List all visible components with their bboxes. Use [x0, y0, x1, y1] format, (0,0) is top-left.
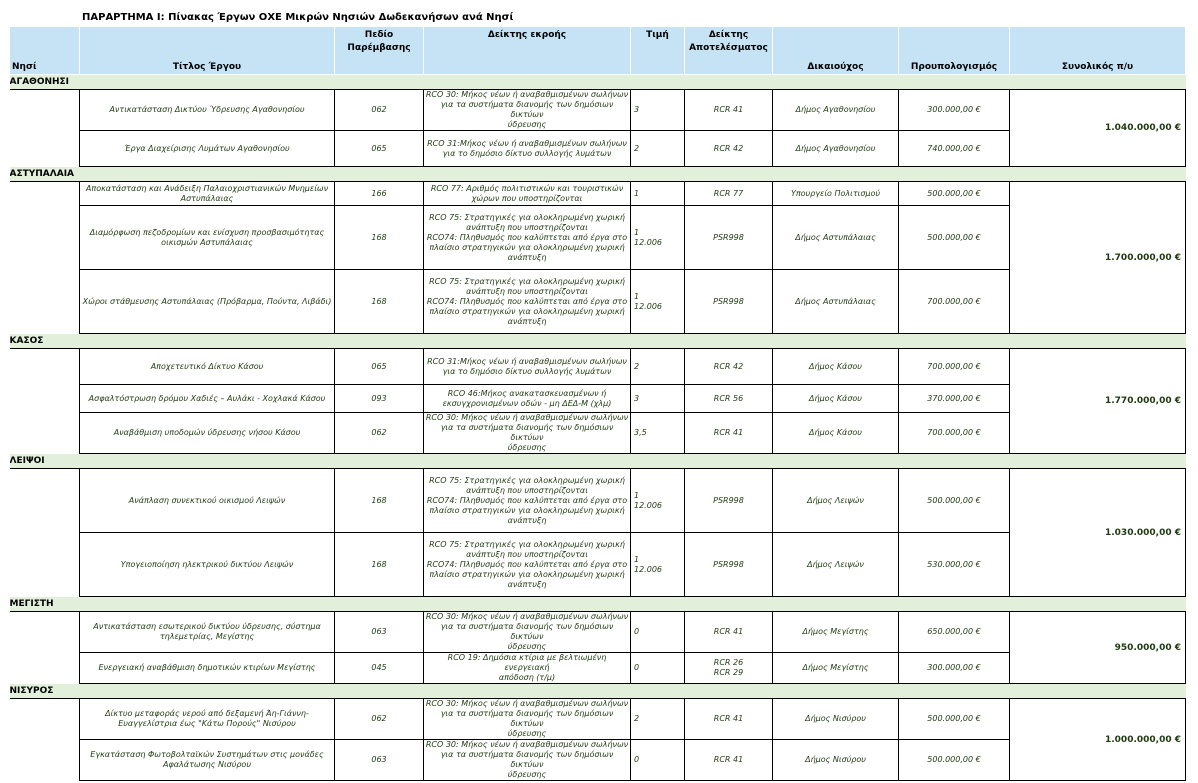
budget-cell: 370.000,00 € — [899, 385, 1010, 413]
result-indicator-line: RCR 41 — [713, 105, 744, 114]
output-indicator-cell — [424, 131, 631, 167]
result-indicator-cell — [685, 349, 773, 385]
beneficiary-cell: Δήμος Αστυπάλαιας — [773, 270, 899, 334]
output-indicator-line: ανάπτυξη — [507, 515, 547, 525]
output-indicator-line: RCO74: Πληθυσμός που καλύπτεται από έργα στο — [426, 559, 628, 569]
beneficiary-cell: Δήμος Λειψών — [773, 533, 899, 597]
island-name: ΛΕΙΨΟΙ — [10, 454, 1186, 469]
beneficiary-cell: Δήμος Λειψών — [773, 469, 899, 533]
island-name: ΑΣΤΥΠΑΛΑΙΑ — [10, 167, 1186, 182]
value-cell — [631, 699, 685, 740]
output-indicator-line: χώρων που υποστηρίζονται — [471, 193, 583, 203]
output-indicator-line: RCO 30: Μήκος νέων ή αναβαθμισμένων σωλήνων — [425, 740, 629, 749]
result-indicator-line: RCR 41 — [713, 755, 744, 764]
output-indicator-cell — [424, 349, 631, 385]
output-indicator-line: για τα συστήματα διανομής των δημόσιων δικτύων — [440, 622, 614, 641]
beneficiary-cell: Δήμος Αστυπάλαιας — [773, 206, 899, 270]
value-cell — [631, 206, 685, 270]
budget-cell: 700.000,00 € — [899, 349, 1010, 385]
field-code-cell: 166 — [335, 182, 424, 206]
output-indicator-cell — [424, 270, 631, 334]
beneficiary-cell: Δήμος Αγαθονησίου — [773, 131, 899, 167]
header-beneficiary: Δικαιούχος — [773, 27, 899, 75]
table-row — [10, 131, 1186, 167]
table-row — [10, 182, 1186, 206]
island-row — [10, 454, 1186, 469]
result-indicator-line: RCR 41 — [713, 428, 744, 437]
island-name: ΝΙΣΥΡΟΣ — [10, 684, 1186, 699]
value-line: 0 — [634, 755, 640, 764]
output-indicator-cell — [424, 612, 631, 653]
table-body — [10, 75, 1186, 781]
header-row — [10, 27, 1186, 75]
result-indicator-line: PSR998 — [713, 232, 744, 242]
value-line: 0 — [634, 663, 640, 672]
output-indicator-line: RCO74: Πληθυσμός που καλύπτεται από έργα στο — [426, 296, 628, 306]
output-indicator-line: ανάπτυξη που υποστηρίζονται — [466, 485, 588, 495]
island-cell-blank — [10, 699, 80, 740]
value-line: 3 — [634, 393, 640, 403]
output-indicator-line: RCO 46:Μήκος ανακατασκευασμένων ή — [447, 388, 607, 398]
value-cell — [631, 533, 685, 597]
result-indicator-line: RCR 77 — [713, 188, 744, 198]
project-title-line: Έργα Διαχείρισης Λυμάτων Αγαθονησίου — [124, 143, 290, 153]
output-indicator-line: RCO 30: Μήκος νέων ή αναβαθμισμένων σωλήνων — [425, 90, 629, 99]
output-indicator-line: ανάπτυξη — [507, 316, 547, 326]
output-indicator-cell — [424, 469, 631, 533]
field-code-cell: 168 — [335, 533, 424, 597]
project-title-line: Αφαλάτωσης Νισύρου — [163, 760, 251, 769]
output-indicator-line: ανάπτυξη που υποστηρίζονται — [466, 222, 588, 232]
budget-cell: 650.000,00 € — [899, 612, 1010, 653]
value-line: 12.006 — [634, 301, 662, 311]
value-line: 1 — [634, 188, 640, 198]
island-cell-blank — [10, 653, 80, 684]
value-line: 1 — [634, 490, 640, 500]
island-total-cell: 1.700.000,00 € — [1010, 182, 1186, 334]
header-output-indicator: Δείκτης εκροής — [424, 27, 631, 75]
beneficiary-cell: Δήμος Κάσου — [773, 385, 899, 413]
budget-cell: 500.000,00 € — [899, 469, 1010, 533]
beneficiary-cell: Δήμος Μεγίστης — [773, 612, 899, 653]
output-indicator-line: για τα συστήματα διανομής των δημόσιων δικτύων — [440, 709, 614, 728]
field-code-cell: 045 — [335, 653, 424, 684]
output-indicator-line: ύδρευσης — [507, 770, 547, 779]
table-row — [10, 90, 1186, 131]
value-line: 12.006 — [634, 564, 662, 574]
field-code-cell: 062 — [335, 413, 424, 454]
output-indicator-cell — [424, 653, 631, 684]
island-total-cell: 1.040.000,00 € — [1010, 90, 1186, 167]
output-indicator-cell — [424, 385, 631, 413]
value-line: 2 — [634, 714, 640, 723]
value-line: 12.006 — [634, 237, 662, 247]
result-indicator-line: RCR 42 — [713, 361, 744, 371]
output-indicator-line: RCO 19: Δημόσια κτίρια με βελτιωμένη ενεργειακή — [447, 653, 607, 672]
island-cell-blank — [10, 740, 80, 781]
table-row — [10, 612, 1186, 653]
island-row — [10, 597, 1186, 612]
project-title-line: Αποκατάσταση και Ανάδειξη Παλαιοχριστιανικών Μνημείων — [85, 183, 329, 193]
output-indicator-line: απόδοση (τ/μ) — [498, 673, 556, 682]
table-row — [10, 206, 1186, 270]
value-cell — [631, 653, 685, 684]
project-title-line: τηλεμετρίας, Μεγίστης — [159, 632, 255, 641]
project-title-line: Ευαγγελίστρια έως "Κάτω Πορούς" Νισύρου — [118, 719, 296, 728]
output-indicator-cell — [424, 740, 631, 781]
island-cell-blank — [10, 413, 80, 454]
result-indicator-line: RCR 26 — [713, 658, 744, 667]
project-title-cell — [80, 413, 335, 454]
island-total-cell: 1.030.000,00 € — [1010, 469, 1186, 597]
output-indicator-line: για τα συστήματα διανομής των δημόσιων δικτύων — [440, 423, 614, 442]
project-title-line: Αναβάθμιση υποδομών ύδρευσης νήσου Κάσου — [113, 428, 301, 437]
budget-cell: 530.000,00 € — [899, 533, 1010, 597]
project-title-cell — [80, 612, 335, 653]
field-code-cell: 063 — [335, 612, 424, 653]
project-title-line: Ενεργειακή αναβάθμιση δημοτικών κτιρίων Μεγίστης — [98, 663, 316, 672]
output-indicator-line: RCO 77: Αριθμός πολιτιστικών και τουριστικών — [430, 183, 624, 193]
output-indicator-line: πλαίσιο στρατηγικών για ολοκληρωμένη χωρική — [429, 505, 625, 515]
field-code-cell: 063 — [335, 740, 424, 781]
table-row — [10, 469, 1186, 533]
output-indicator-line: πλαίσιο στρατηγικών για ολοκληρωμένη χωρική — [429, 306, 625, 316]
result-indicator-line: RCR 29 — [713, 668, 744, 677]
value-cell — [631, 469, 685, 533]
output-indicator-line: ύδρευσης — [507, 729, 547, 738]
result-indicator-cell — [685, 612, 773, 653]
project-title-cell — [80, 131, 335, 167]
island-total-cell: 950.000,00 € — [1010, 612, 1186, 684]
output-indicator-line: RCO 75: Στρατηγικές για ολοκληρωμένη χωρική — [429, 276, 625, 286]
field-code-cell: 168 — [335, 469, 424, 533]
project-title-line: Δίκτυο μεταφοράς νερού από δεξαμενή Άη-Γιάννη- — [105, 709, 309, 718]
island-cell-blank — [10, 533, 80, 597]
output-indicator-line: ύδρευσης — [507, 443, 547, 452]
beneficiary-cell: Δήμος Μεγίστης — [773, 653, 899, 684]
budget-cell: 300.000,00 € — [899, 90, 1010, 131]
beneficiary-cell: Δήμος Νισύρου — [773, 740, 899, 781]
header-field-line-1: Πεδίο — [364, 30, 394, 40]
result-indicator-cell — [685, 385, 773, 413]
project-title-cell — [80, 653, 335, 684]
output-indicator-line: RCO 31:Μήκος νέων ή αναβαθμισμένων σωλήνων — [427, 356, 627, 366]
beneficiary-cell: Υπουργείο Πολιτισμού — [773, 182, 899, 206]
result-indicator-cell — [685, 270, 773, 334]
output-indicator-line: πλαίσιο στρατηγικών για ολοκληρωμένη χωρική — [429, 569, 625, 579]
project-title-cell — [80, 740, 335, 781]
field-code-cell: 062 — [335, 90, 424, 131]
value-line: 0 — [634, 627, 640, 636]
value-cell — [631, 182, 685, 206]
output-indicator-line: για το δημόσιο δίκτυο συλλογής λυμάτων — [442, 148, 612, 158]
output-indicator-line: ανάπτυξη που υποστηρίζονται — [466, 286, 588, 296]
output-indicator-line: RCO 30: Μήκος νέων ή αναβαθμισμένων σωλήνων — [425, 612, 629, 621]
output-indicator-cell — [424, 206, 631, 270]
island-cell-blank — [10, 469, 80, 533]
output-indicator-line: για τα συστήματα διανομής των δημόσιων δικτύων — [440, 750, 614, 769]
header-budget: Προυπολογισμός — [899, 27, 1010, 75]
project-title-cell — [80, 206, 335, 270]
value-cell — [631, 270, 685, 334]
island-name: ΜΕΓΙΣΤΗ — [10, 597, 1186, 612]
project-title-cell — [80, 469, 335, 533]
island-total-cell: 1.000.000,00 € — [1010, 699, 1186, 781]
result-indicator-cell — [685, 740, 773, 781]
output-indicator-line: RCO74: Πληθυσμός που καλύπτεται από έργα στο — [426, 495, 628, 505]
output-indicator-line: RCO74: Πληθυσμός που καλύπτεται από έργα στο — [426, 232, 628, 242]
field-code-cell: 168 — [335, 206, 424, 270]
budget-cell: 700.000,00 € — [899, 413, 1010, 454]
output-indicator-cell — [424, 533, 631, 597]
header-result-line-1: Δείκτης — [708, 30, 749, 40]
project-title-line: Χώροι στάθμευσης Αστυπάλαιας (Πρόβαρμα, Πούντα, Λιβάδι) — [82, 296, 332, 306]
island-cell-blank — [10, 182, 80, 206]
value-cell — [631, 90, 685, 131]
page-title: ΠΑΡΑΡΤΗΜΑ Ι: Πίνακας Έργων ΟΧΕ Μικρών Νησιών Δωδεκανήσων ανά Νησί — [82, 12, 514, 23]
value-line: 1 — [634, 227, 640, 237]
island-cell-blank — [10, 90, 80, 131]
project-title-cell — [80, 349, 335, 385]
project-title-line: Αντικατάσταση Δικτύου Ύδρευσης Αγαθονησίου — [109, 105, 305, 114]
value-cell — [631, 612, 685, 653]
header-field — [335, 27, 424, 75]
output-indicator-line: πλαίσιο στρατηγικών για ολοκληρωμένη χωρική — [429, 242, 625, 252]
result-indicator-cell — [685, 131, 773, 167]
project-title-line: Ασφαλτόστρωση δρόμου Χαδιές – Αυλάκι - Χοχλακά Κάσου — [88, 393, 326, 403]
budget-cell: 500.000,00 € — [899, 206, 1010, 270]
table-row — [10, 653, 1186, 684]
field-code-cell: 093 — [335, 385, 424, 413]
output-indicator-line: ανάπτυξη — [507, 579, 547, 589]
value-cell — [631, 349, 685, 385]
table-row — [10, 533, 1186, 597]
project-title-line: οικισμών Αστυπάλαιας — [161, 237, 253, 247]
value-line: 3 — [634, 105, 640, 114]
value-cell — [631, 385, 685, 413]
table-row — [10, 413, 1186, 454]
island-row — [10, 334, 1186, 349]
output-indicator-cell — [424, 182, 631, 206]
result-indicator-cell — [685, 533, 773, 597]
header-project-title: Τίτλος Έργου — [80, 27, 335, 75]
island-cell-blank — [10, 270, 80, 334]
output-indicator-cell — [424, 699, 631, 740]
value-cell — [631, 131, 685, 167]
budget-cell: 700.000,00 € — [899, 270, 1010, 334]
beneficiary-cell: Δήμος Νισύρου — [773, 699, 899, 740]
value-cell — [631, 740, 685, 781]
island-cell-blank — [10, 385, 80, 413]
island-row — [10, 684, 1186, 699]
budget-cell: 500.000,00 € — [899, 182, 1010, 206]
island-cell-blank — [10, 349, 80, 385]
header-result-indicator — [685, 27, 773, 75]
island-row — [10, 75, 1186, 90]
island-cell-blank — [10, 131, 80, 167]
island-name: ΑΓΑΘΟΝΗΣΙ — [10, 75, 1186, 90]
result-indicator-cell — [685, 469, 773, 533]
header-result-line-2: Αποτελέσματος — [689, 43, 768, 53]
project-title-line: Αστυπάλαιας — [180, 193, 234, 203]
output-indicator-cell — [424, 90, 631, 131]
budget-cell: 500.000,00 € — [899, 699, 1010, 740]
output-indicator-line: RCO 31:Μήκος νέων ή αναβαθμισμένων σωλήνων — [427, 138, 627, 148]
output-indicator-line: ύδρευσης — [507, 120, 547, 129]
output-indicator-line: ανάπτυξη που υποστηρίζονται — [466, 549, 588, 559]
output-indicator-line: ύδρευσης — [507, 642, 547, 651]
header-field-line-2: Παρέμβασης — [347, 43, 411, 53]
project-title-line: Ανάπλαση συνεκτικού οικισμού Λειψών — [128, 495, 286, 505]
result-indicator-line: RCR 41 — [713, 714, 744, 723]
project-title-line: Εγκατάσταση Φωτοβολταϊκών Συστημάτων στις μονάδες — [90, 750, 324, 759]
result-indicator-line: RCR 56 — [713, 393, 744, 403]
project-title-cell — [80, 90, 335, 131]
projects-table — [9, 26, 1186, 781]
result-indicator-line: PSR998 — [713, 559, 744, 569]
beneficiary-cell: Δήμος Κάσου — [773, 413, 899, 454]
output-indicator-line: για τα συστήματα διανομής των δημόσιων δικτύων — [440, 100, 614, 119]
project-title-cell — [80, 270, 335, 334]
value-cell — [631, 413, 685, 454]
result-indicator-cell — [685, 699, 773, 740]
field-code-cell: 065 — [335, 349, 424, 385]
island-name: ΚΑΣΟΣ — [10, 334, 1186, 349]
result-indicator-line: PSR998 — [713, 495, 744, 505]
output-indicator-line: RCO 30: Μήκος νέων ή αναβαθμισμένων σωλήνων — [425, 413, 629, 422]
project-title-cell — [80, 182, 335, 206]
table-row — [10, 270, 1186, 334]
project-title-cell — [80, 699, 335, 740]
value-line: 2 — [634, 361, 640, 371]
output-indicator-cell — [424, 413, 631, 454]
table-row — [10, 349, 1186, 385]
project-title-line: Υπογειοποίηση ηλεκτρικού δικτύου Λειψών — [120, 559, 294, 569]
project-title-line: Διαμόρφωση πεζοδρομίων και ενίσχυση προσβασιμότητας — [89, 227, 325, 237]
project-title-line: Αποχετευτικό Δίκτυο Κάσου — [150, 361, 264, 371]
result-indicator-line: RCR 42 — [713, 143, 744, 153]
output-indicator-line: RCO 75: Στρατηγικές για ολοκληρωμένη χωρική — [429, 475, 625, 485]
budget-cell: 300.000,00 € — [899, 653, 1010, 684]
header-value: Τιμή — [631, 27, 685, 75]
table-row — [10, 385, 1186, 413]
field-code-cell: 168 — [335, 270, 424, 334]
beneficiary-cell: Δήμος Κάσου — [773, 349, 899, 385]
budget-cell: 500.000,00 € — [899, 740, 1010, 781]
project-title-cell — [80, 533, 335, 597]
island-cell-blank — [10, 206, 80, 270]
result-indicator-cell — [685, 206, 773, 270]
output-indicator-line: εκσυγχρονισμένων οδών - μη ΔΕΔ-Μ (χλμ) — [442, 398, 612, 408]
budget-cell: 740.000,00 € — [899, 131, 1010, 167]
output-indicator-line: RCO 30: Μήκος νέων ή αναβαθμισμένων σωλήνων — [425, 699, 629, 708]
output-indicator-line: ανάπτυξη — [507, 252, 547, 262]
output-indicator-line: RCO 75: Στρατηγικές για ολοκληρωμένη χωρική — [429, 212, 625, 222]
table-row — [10, 740, 1186, 781]
project-title-cell — [80, 385, 335, 413]
header-total: Συνολικός π/υ — [1010, 27, 1186, 75]
island-total-cell: 1.770.000,00 € — [1010, 349, 1186, 454]
value-line: 1 — [634, 291, 640, 301]
value-line: 2 — [634, 143, 640, 153]
result-indicator-cell — [685, 182, 773, 206]
table-row — [10, 699, 1186, 740]
result-indicator-cell — [685, 90, 773, 131]
island-row — [10, 167, 1186, 182]
value-line: 3,5 — [634, 428, 647, 437]
field-code-cell: 062 — [335, 699, 424, 740]
value-line: 12.006 — [634, 500, 662, 510]
result-indicator-cell — [685, 413, 773, 454]
value-line: 1 — [634, 554, 640, 564]
result-indicator-line: PSR998 — [713, 296, 744, 306]
output-indicator-line: RCO 75: Στρατηγικές για ολοκληρωμένη χωρική — [429, 539, 625, 549]
result-indicator-cell — [685, 653, 773, 684]
output-indicator-line: για το δημόσιο δίκτυο συλλογής λυμάτων — [442, 366, 612, 376]
project-title-line: Αντικατάσταση εσωτερικού δικτύου ύδρευσης, σύστημα — [93, 622, 321, 631]
header-island: Νησί — [10, 27, 80, 75]
field-code-cell: 065 — [335, 131, 424, 167]
result-indicator-line: RCR 41 — [713, 627, 744, 636]
island-cell-blank — [10, 612, 80, 653]
beneficiary-cell: Δήμος Αγαθονησίου — [773, 90, 899, 131]
